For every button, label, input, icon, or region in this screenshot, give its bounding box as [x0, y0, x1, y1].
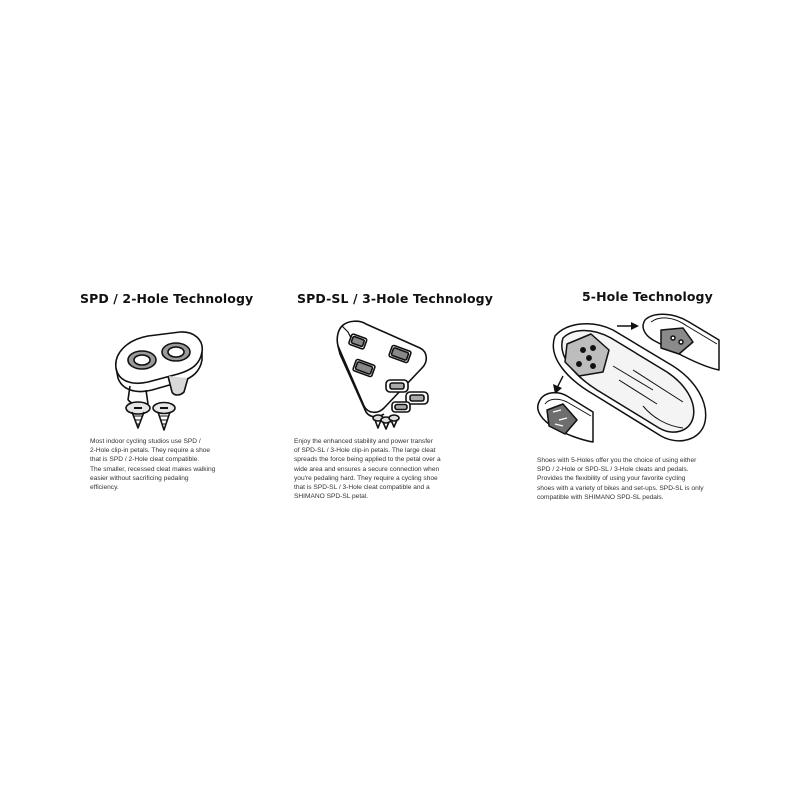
spd-sl-3-hole-cleat-with-hardware-icon: [328, 318, 434, 430]
panel-title: SPD / 2-Hole Technology: [80, 291, 254, 306]
panel-title: SPD-SL / 3-Hole Technology: [297, 291, 493, 306]
panel-title: 5-Hole Technology: [582, 289, 713, 304]
spd-2-hole-cleat-with-bolts-icon: [108, 326, 208, 432]
panel-description: Most indoor cycling studios use SPD / 2-Hole clip-in petals. They require a shoe that is SPD / 2-Hole cleat compatible. The smaller, recessed cleat makes walking easier without sacrificing pedaling efficiency.: [90, 438, 216, 492]
cycling-shoe-5-hole-sole-icon: [533, 310, 723, 452]
panel-description: Shoes with 5-Holes offer you the choice of using either SPD / 2-Hole or SPD-SL / 3-Hole cleats and pedals. Provides the flexibility of using your favorite cycling shoes with a variety of bikes and set-ups. SPD-SL is only compatible with SHIMANO SPD-SL pedals.: [537, 457, 704, 501]
panel-description: Enjoy the enhanced stability and power transfer of SPD-SL / 3-Hole clip-in petals. The large cleat spreads the force being applied to the petal over a wide area and ensures a secure connection when you're pedaling hard. They require a cycling shoe that is SPD-SL / 3-Hole cleat compatible and a SHIMANO SPD-SL petal.: [294, 438, 441, 501]
